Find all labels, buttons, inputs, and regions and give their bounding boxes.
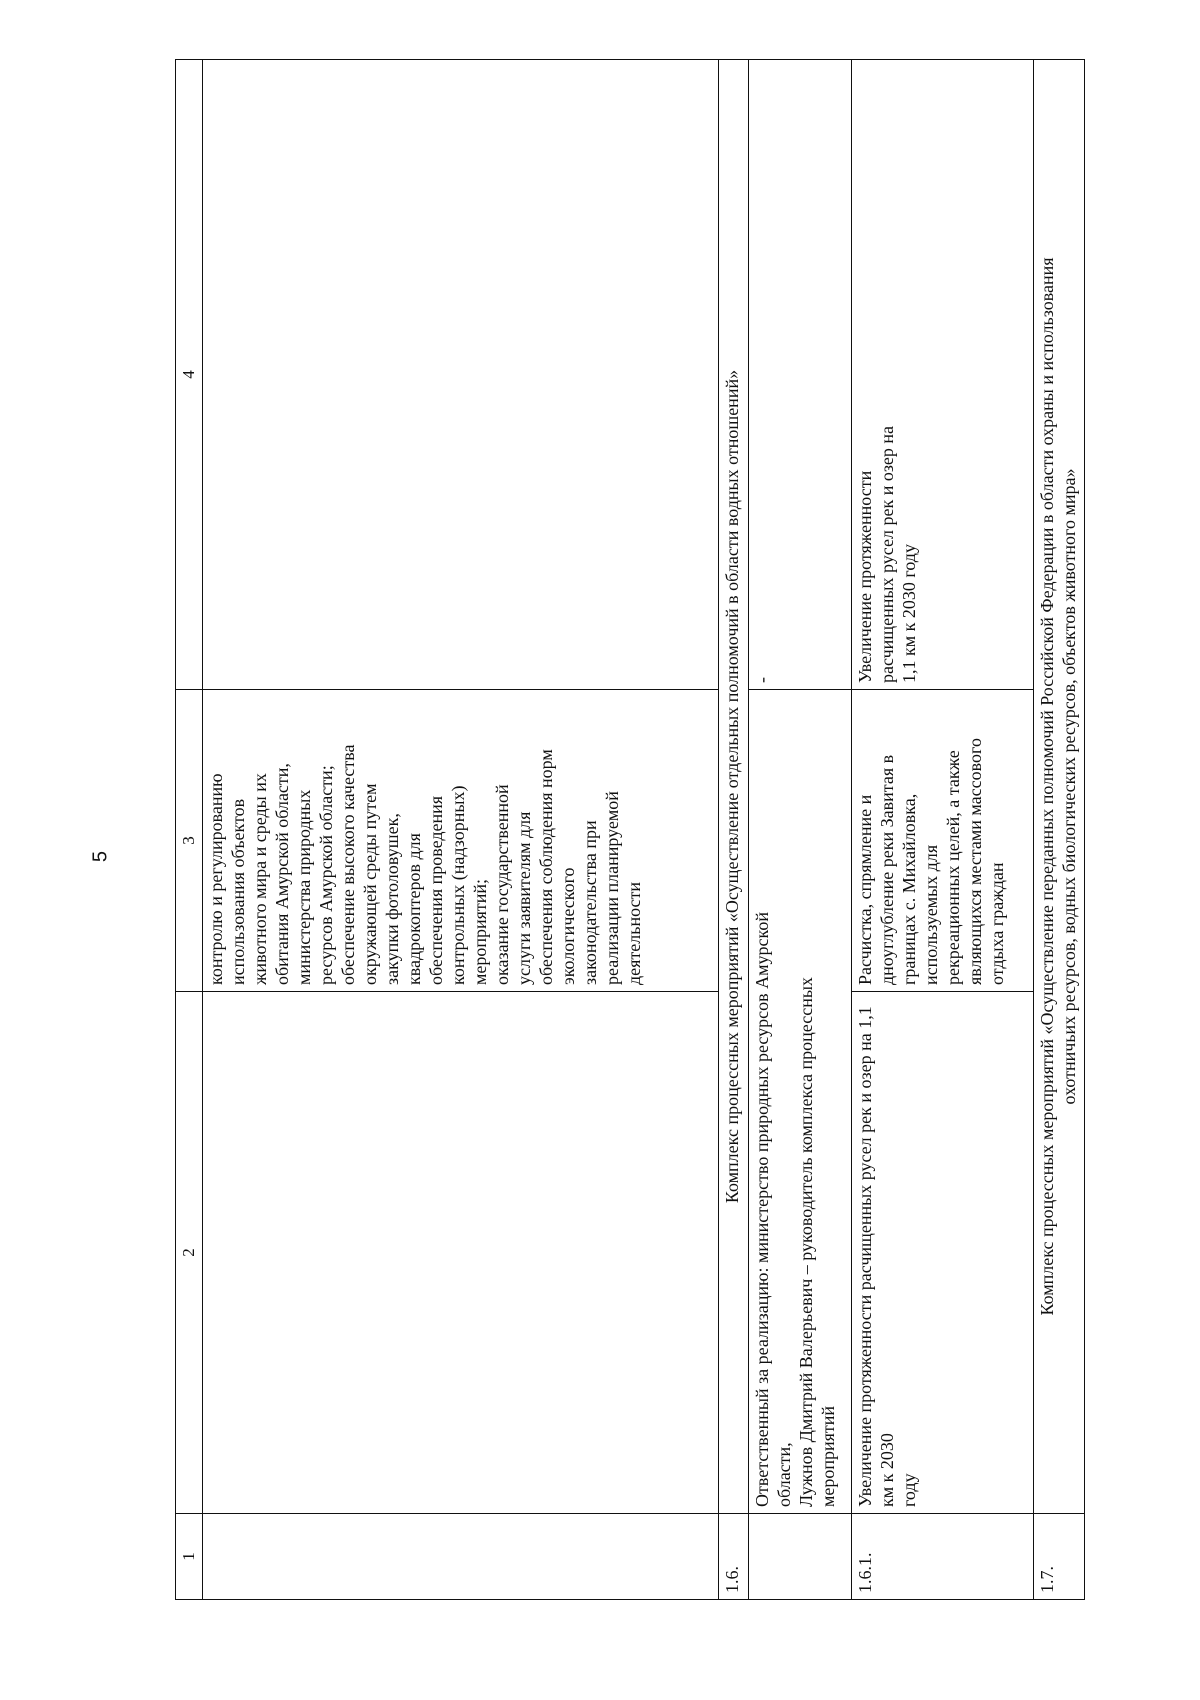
header-col-3: 3	[176, 690, 203, 992]
item-1-6-1-number: 1.6.1.	[851, 1514, 1033, 1600]
page-number: 5	[89, 850, 112, 863]
item-1-6-1-indicator: Увеличение протяженности расчищенных русел рек и озер на 1,1 км к 2030 году	[851, 60, 1033, 690]
section-1-6-row	[718, 60, 748, 1600]
header-col-2: 2	[176, 992, 203, 1514]
responsible-text: Ответственный за реализацию: министерство природных ресурсов Амурской области, Лужнов Дмитрий Валерьевич – руководитель комплекса процессных мероприятий	[749, 690, 852, 1514]
measures-table	[175, 59, 1085, 1600]
item-1-6-1-row	[851, 60, 1033, 1600]
header-col-1: 1	[176, 1514, 203, 1600]
section-1-7-title: Комплекс процессных мероприятий «Осуществление переданных полномочий Российской Федерации в области охраны и использования охотничьих ресурсов, водных биологических ресурсов, объектов животного мира»	[1033, 60, 1084, 1514]
cont-col-3-tasks: контролю и регулированию использования объектов животного мира и среды их обитания Амурской области, министерства природных ресурсов Амурской области; обеспечение высокого качества окружающей среды путем закупки фотоловушек, квадрокоптеров для обеспечения проведения контрольных (надзорных) мероприятий; оказание государственной услуги заявителям для обеспечения соблюдения норм экологического законодательства при реализации планируемой деятельности	[203, 690, 719, 992]
section-1-6-responsible-row	[749, 60, 852, 1600]
section-1-6-title: Комплекс процессных мероприятий «Осуществление отдельных полномочий в области водных отношений»	[718, 60, 748, 1514]
responsible-dash: -	[749, 60, 852, 690]
rotated-table-frame	[175, 60, 1085, 1600]
header-col-4: 4	[176, 60, 203, 690]
header-row	[176, 60, 203, 1600]
section-1-7-number: 1.7.	[1033, 1514, 1084, 1600]
cont-col-2	[203, 992, 719, 1514]
cont-col-4	[203, 60, 719, 690]
section-1-6-number: 1.6.	[718, 1514, 748, 1600]
rotated-content	[175, 60, 1085, 1600]
section-1-7-row	[1033, 60, 1084, 1600]
item-1-6-1-task: Увеличение протяженности расчищенных русел рек и озер на 1,1 км к 2030 году	[851, 992, 1033, 1514]
item-1-6-1-description: Расчистка, спрямление и дноуглубление реки Завитая в границах с. Михайловка, используемых для рекреационных целей, а также являющихся местами массового отдыха граждан	[851, 690, 1033, 992]
responsible-col-1	[749, 1514, 852, 1600]
continuation-row	[203, 60, 719, 1600]
cont-col-1	[203, 1514, 719, 1600]
